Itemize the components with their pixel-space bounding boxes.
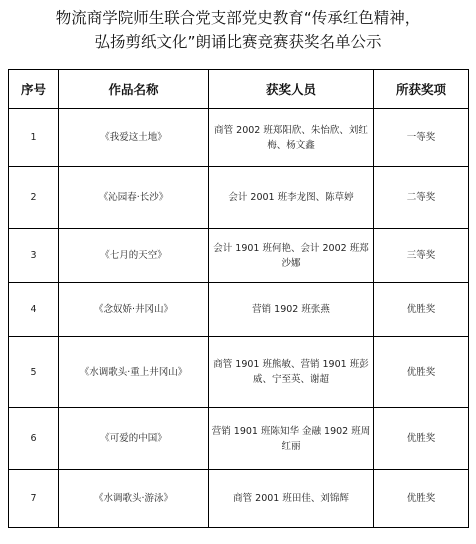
row-no: 4 (9, 283, 59, 337)
table-header-row (9, 70, 469, 109)
row-people: 商管 2001 班田佳、刘锦辉 (209, 470, 374, 528)
page-title (0, 6, 476, 54)
header-no: 序号 (9, 70, 59, 109)
row-work: 《沁园春·长沙》 (59, 167, 209, 229)
row-prize: 优胜奖 (374, 283, 469, 337)
row-no: 1 (9, 109, 59, 167)
header-people: 获奖人员 (209, 70, 374, 109)
row-work: 《可爱的中国》 (59, 408, 209, 470)
row-no: 2 (9, 167, 59, 229)
row-work: 《念奴娇·井冈山》 (59, 283, 209, 337)
awards-table (8, 69, 469, 528)
row-no: 7 (9, 470, 59, 528)
row-people: 会计 1901 班何艳、会计 2002 班郑沙娜 (209, 229, 374, 283)
row-no: 6 (9, 408, 59, 470)
row-prize: 二等奖 (374, 167, 469, 229)
table-row (9, 337, 469, 408)
row-work: 《七月的天空》 (59, 229, 209, 283)
row-people: 营销 1901 班陈知华 金融 1902 班周红丽 (209, 408, 374, 470)
row-people: 会计 2001 班李龙图、陈草婷 (209, 167, 374, 229)
table-row (9, 283, 469, 337)
header-prize: 所获奖项 (374, 70, 469, 109)
table-row (9, 470, 469, 528)
table-row (9, 167, 469, 229)
table-row (9, 229, 469, 283)
row-prize: 优胜奖 (374, 408, 469, 470)
row-people: 商管 1901 班熊敏、营销 1901 班彭威、宁至英、谢超 (209, 337, 374, 408)
row-work: 《我爱这土地》 (59, 109, 209, 167)
row-people: 营销 1902 班张燕 (209, 283, 374, 337)
row-work: 《水调歌头·游泳》 (59, 470, 209, 528)
row-no: 5 (9, 337, 59, 408)
row-no: 3 (9, 229, 59, 283)
table-row (9, 109, 469, 167)
header-work: 作品名称 (59, 70, 209, 109)
title-line-1: 物流商学院师生联合党支部党史教育“传承红色精神， (55, 9, 421, 27)
title-line-2: 弘扬剪纸文化”朗诵比赛竞赛获奖名单公示 (94, 33, 382, 51)
row-prize: 优胜奖 (374, 337, 469, 408)
row-prize: 优胜奖 (374, 470, 469, 528)
row-prize: 一等奖 (374, 109, 469, 167)
row-prize: 三等奖 (374, 229, 469, 283)
row-work: 《水调歌头·重上井冈山》 (59, 337, 209, 408)
table-row (9, 408, 469, 470)
row-people: 商管 2002 班郑阳欣、朱怡欣、刘红梅、杨文鑫 (209, 109, 374, 167)
